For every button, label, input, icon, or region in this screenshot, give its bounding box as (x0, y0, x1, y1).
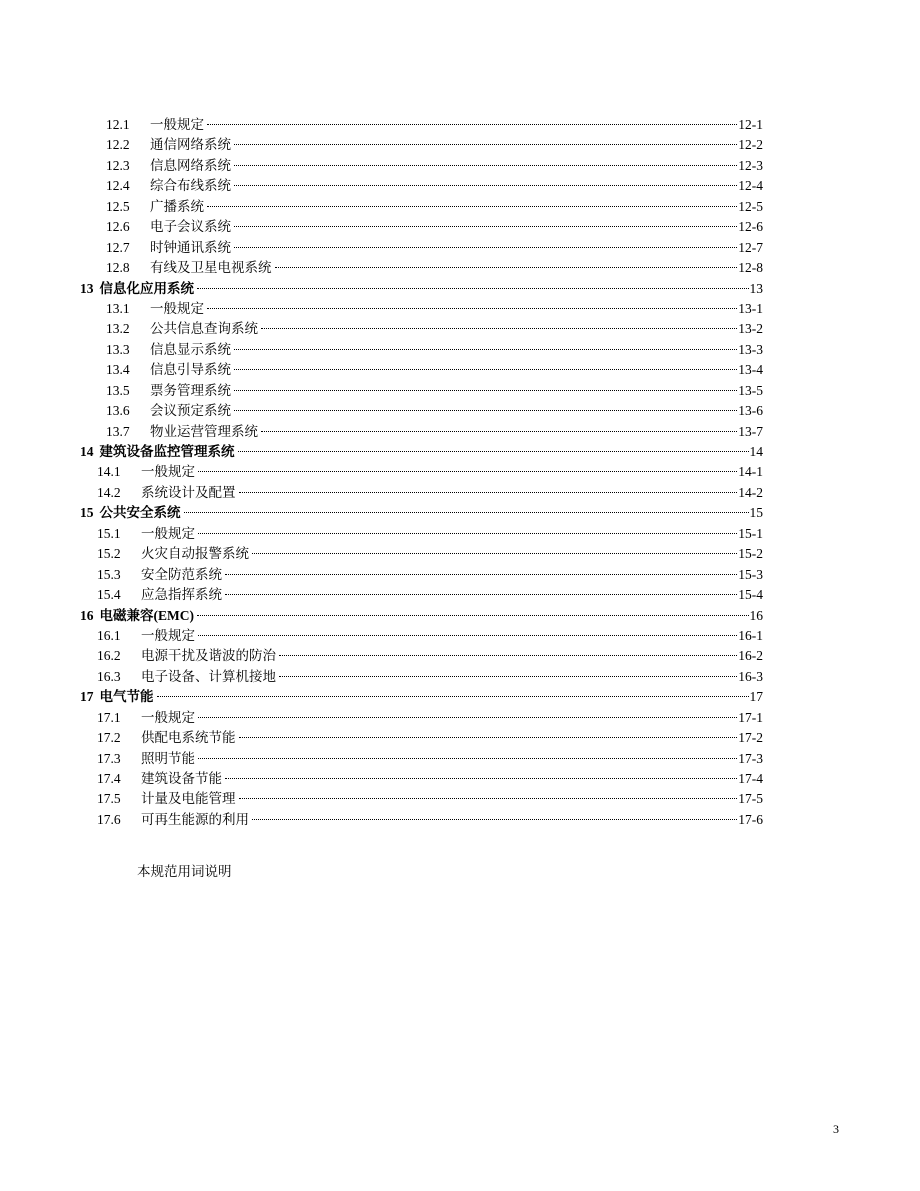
toc-dot-leader (279, 635, 737, 656)
toc-entry-number: 12.2 (106, 137, 130, 153)
toc-entry-title: 物业运营管理系统 (150, 423, 258, 439)
toc-dot-leader (225, 758, 737, 779)
toc-entry-page: 16-3 (738, 668, 763, 684)
toc-entry-title: 票务管理系统 (150, 382, 231, 398)
toc-entry-page: 16-2 (738, 648, 763, 664)
toc-entry-title: 一般规定 (141, 525, 195, 541)
toc-dot-leader (234, 227, 737, 248)
toc-entry-page: 12-1 (738, 117, 763, 132)
toc-entry-number: 13.2 (106, 321, 130, 337)
toc-dot-leader (238, 431, 749, 452)
toc-entry-number: 14 (80, 444, 94, 459)
toc-entry-title: 建筑设备节能 (141, 771, 222, 786)
toc-entry-title: 电气节能 (99, 689, 154, 705)
toc-entry-page: 16 (749, 607, 763, 623)
toc-entry-title: 信息化应用系统 (99, 280, 194, 296)
toc-entry-page: 13-4 (738, 362, 763, 378)
toc-entry-title: 一般规定 (141, 627, 195, 643)
toc-entry-page: 13-2 (738, 321, 763, 337)
toc-entry-number: 13.7 (106, 423, 130, 439)
toc-dot-leader (234, 145, 737, 166)
toc-dot-leader (239, 472, 738, 493)
toc-dot-leader (239, 778, 738, 799)
toc-entry-page: 15-3 (738, 566, 763, 582)
toc-entry-title: 会议预定系统 (150, 403, 231, 419)
toc-dot-leader (261, 308, 737, 329)
toc-entry-page: 17-6 (738, 811, 763, 827)
toc-dot-leader (198, 738, 737, 759)
toc-entry-page: 15-2 (738, 546, 763, 562)
toc-entry-number: 17.4 (97, 771, 121, 786)
toc-entry-page: 15-1 (738, 525, 763, 541)
toc-entry-number: 12.5 (106, 198, 130, 214)
toc-entry-page: 13-7 (738, 423, 763, 439)
table-of-contents (0, 108, 920, 827)
toc-dot-leader (275, 247, 738, 268)
toc-entry-number: 12.7 (106, 239, 130, 255)
toc-entry-page: 14 (749, 444, 763, 459)
toc-dot-leader (207, 186, 737, 207)
toc-entry-title: 电磁兼容(EMC) (99, 607, 194, 623)
toc-entry-number: 13.3 (106, 341, 130, 357)
toc-entry-page: 13-6 (738, 403, 763, 419)
toc-entry-number: 15.2 (97, 546, 121, 562)
toc-entry-title: 广播系统 (150, 198, 204, 214)
toc-entry-page: 13 (749, 280, 763, 296)
toc-entry-title: 电子设备、计算机接地 (141, 668, 276, 684)
toc-entry-title: 一般规定 (150, 300, 204, 316)
toc-entry-title: 供配电系统节能 (141, 730, 236, 746)
toc-entry-title: 信息网络系统 (150, 157, 231, 173)
toc-entry-number: 13.5 (106, 382, 130, 398)
toc-dot-leader (252, 533, 737, 554)
toc-entry-title: 一般规定 (141, 709, 195, 725)
toc-entry-number: 12.6 (106, 219, 130, 235)
toc-entry-number: 15.3 (97, 566, 121, 582)
toc-entry-title: 一般规定 (141, 464, 195, 480)
toc-dot-leader (234, 370, 737, 391)
toc-entry-number: 12.1 (106, 117, 130, 132)
toc-entry-page: 17-2 (738, 730, 763, 746)
toc-entry-number: 13.4 (106, 362, 130, 378)
toc-entry-number: 15.4 (97, 587, 121, 603)
terminology-note[interactable]: 本规范用词说明 (137, 864, 232, 879)
toc-entry-page: 17-3 (738, 750, 763, 766)
toc-entry-number: 13 (80, 280, 94, 296)
toc-entry-page: 13-1 (738, 300, 763, 316)
toc-entry-line (97, 803, 763, 830)
toc-entry-title: 火灾自动报警系统 (141, 546, 249, 562)
toc-entry-page: 16-1 (738, 627, 763, 643)
toc-entry-title: 照明节能 (141, 750, 195, 766)
toc-entry-number: 13.6 (106, 403, 130, 419)
toc-dot-leader (157, 676, 749, 697)
toc-entry-title: 信息引导系统 (150, 362, 231, 378)
toc-dot-leader (252, 799, 737, 820)
toc-dot-leader (234, 206, 737, 227)
toc-dot-leader (234, 390, 737, 411)
toc-entry-title: 有线及卫星电视系统 (150, 260, 272, 276)
toc-entry-number: 14.2 (97, 484, 121, 500)
toc-entry-page: 14-2 (738, 484, 763, 500)
toc-dot-leader (197, 595, 749, 616)
toc-entry-title: 电源干扰及谐波的防治 (141, 648, 276, 664)
toc-dot-leader (198, 513, 737, 534)
toc-dot-leader (207, 288, 737, 309)
toc-entry-number: 12.3 (106, 157, 130, 173)
toc-dot-leader (197, 268, 749, 289)
toc-entry-number: 13.1 (106, 300, 130, 316)
toc-entry-number: 17.6 (97, 811, 121, 827)
toc-entry-number: 16.1 (97, 627, 121, 643)
toc-entry-number: 17.3 (97, 750, 121, 766)
toc-dot-leader (225, 574, 737, 595)
toc-entry-title: 建筑设备监控管理系统 (99, 444, 235, 459)
toc-entry-title: 综合布线系统 (150, 178, 231, 194)
toc-entry-page: 17-4 (738, 771, 763, 786)
toc-entry-title: 应急指挥系统 (141, 587, 222, 603)
toc-entry-title: 安全防范系统 (141, 566, 222, 582)
toc-dot-leader (198, 451, 737, 472)
toc-entry-number: 17.2 (97, 730, 121, 746)
toc-dot-leader (207, 104, 737, 125)
toc-entry-page: 12-2 (738, 137, 763, 153)
toc-entry-title: 电子会议系统 (150, 219, 231, 235)
toc-entry-page: 12-6 (738, 219, 763, 235)
toc-entry-title: 计量及电能管理 (141, 791, 236, 807)
toc-entry-number: 12.4 (106, 178, 130, 194)
toc-dot-leader (234, 349, 737, 370)
toc-entry-number: 14.1 (97, 464, 121, 480)
toc-dot-leader (261, 411, 737, 432)
toc-entry-number: 17.1 (97, 709, 121, 725)
toc-entry-number: 17.5 (97, 791, 121, 807)
toc-entry-number: 17 (80, 689, 94, 705)
toc-dot-leader (234, 124, 737, 145)
toc-entry-page: 12-5 (738, 198, 763, 214)
toc-entry-number: 16.2 (97, 648, 121, 664)
toc-dot-leader (234, 329, 737, 350)
toc-entry-title: 公共信息查询系统 (150, 321, 258, 337)
toc-entry-page: 12-7 (738, 239, 763, 255)
toc-entry-title: 一般规定 (150, 117, 204, 132)
toc-entry-page: 17-1 (738, 709, 763, 725)
toc-entry-page: 15 (749, 505, 763, 521)
toc-dot-leader (198, 615, 737, 636)
toc-entry-number: 15.1 (97, 525, 121, 541)
toc-entry-title: 公共安全系统 (99, 505, 181, 521)
toc-dot-leader (225, 554, 737, 575)
toc-dot-leader (234, 165, 737, 186)
toc-entry-page: 14-1 (738, 464, 763, 480)
toc-entry-number: 12.8 (106, 260, 130, 276)
toc-entry-page: 13-3 (738, 341, 763, 357)
toc-dot-leader (279, 656, 737, 677)
toc-entry-number: 16 (80, 607, 94, 623)
toc-entry-number: 15 (80, 505, 94, 521)
toc-entry-page: 13-5 (738, 382, 763, 398)
page-number: 3 (833, 1122, 839, 1136)
toc-entry-title: 系统设计及配置 (141, 484, 236, 500)
toc-entry-page: 12-4 (738, 178, 763, 194)
toc-entry-page: 17-5 (738, 791, 763, 807)
toc-entry-title: 通信网络系统 (150, 137, 231, 153)
toc-section-entry[interactable] (0, 803, 920, 827)
toc-entry-page: 12-3 (738, 157, 763, 173)
toc-entry-title: 可再生能源的利用 (141, 811, 249, 827)
toc-entry-page: 12-8 (738, 260, 763, 276)
toc-entry-page: 17 (749, 689, 763, 705)
toc-entry-number: 16.3 (97, 668, 121, 684)
toc-dot-leader (239, 717, 738, 738)
toc-entry-title: 信息显示系统 (150, 341, 231, 357)
toc-entry-page: 15-4 (738, 587, 763, 603)
toc-dot-leader (198, 697, 737, 718)
toc-entry-title: 时钟通讯系统 (150, 239, 231, 255)
toc-dot-leader (184, 492, 749, 513)
